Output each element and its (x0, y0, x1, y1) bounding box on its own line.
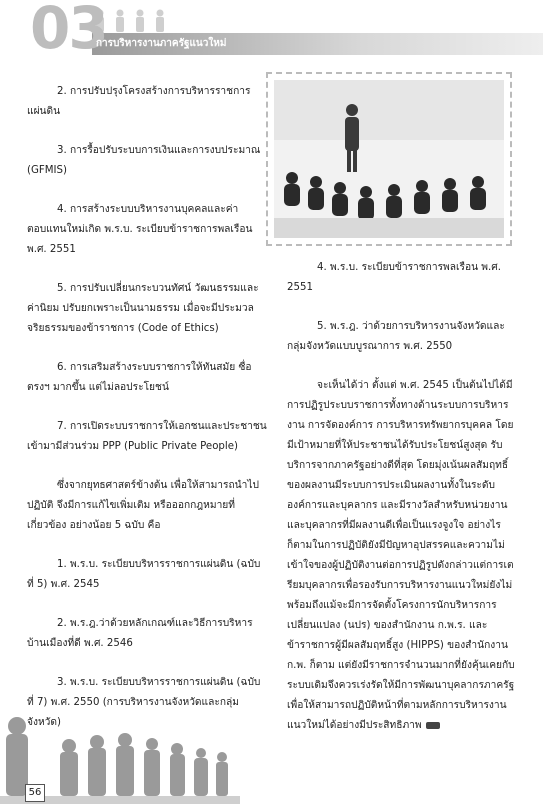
paragraph: 3. การรื้อปรับระบบการเงินและการงบประมาณ (GFMIS) (27, 145, 261, 176)
paragraph: 1. พ.ร.บ. ระเบียบบริหารราชการแผ่นดิน (ฉบับที่ 5) พ.ศ. 2545 (27, 559, 261, 590)
photo-frame (266, 72, 512, 246)
paragraph: จะเห็นได้ว่า ตั้งแต่ พ.ศ. 2545 เป็นต้นไปได้มีการปฏิรูประบบราชการทั้งทางด้านระบบการบริหารงาน การจัดองค์การ การบริหารทรัพยากรบุคคล โดยมีเป้าหมายที่ให้ประชาชนได้รับประโยชน์สูงสุด รับบริการจากภาครัฐอย่างดีที่สุด โดยมุ่งเน้นผลสัมฤทธิ์ของผลงานมีระบบการประเมินผลงานทั้งในระดับองค์การและบุคลากร และมีรางวัลสำหรับหน่วยงาน และบุคลากรที่มีผลงานดีเพื่อเป็นแรงจูงใจ อย่างไรก็ตามในการปฏิบัติยังมีปัญหาอุปสรรคและความไม่เข้าใจของผู้ปฏิบัติงานต่อการปฏิรูปดังกล่าวแต่การเตรียมบุคลากรเพื่อรองรับการบริหารงานแนวใหม่ยังไม่พร้อมถึงแม้จะมีการจัดตั้งโครงการนักบริหารการเปลี่ยนแปลง (นปร) ของสำนักงาน ก.พ.ร. และข้าราชการผู้มีผลสัมฤทธิ์สูง (HIPPS) ของสำนักงาน ก.พ. ก็ตาม แต่ยังมีราชการจำนวนมากที่ยังคุ้นเคยกับระบบเดิมจึงควรเร่งรัดให้มีการพัฒนาบุคลากรภาครัฐเพื่อให้สามารถปฏิบัติหน้าที่ตามหลักการบริหารงานแนวใหม่ได้อย่างมีประสิทธิภาพ (287, 380, 515, 731)
page-number: 56 (25, 784, 45, 802)
paragraph: 3. พ.ร.บ. ระเบียบบริหารราชการแผ่นดิน (ฉบับที่ 7) พ.ศ. 2550 (การบริหารงานจังหวัดและกลุ่มจังหวัด) (27, 677, 261, 728)
paragraph: 6. การเสริมสร้างระบบราชการให้ทันสมัย ซื่อตรงฯ มากขึ้น แต่ไม่ลอประโยชน์ (27, 362, 252, 393)
photo-illustration (274, 80, 504, 238)
paragraph: 7. การเปิดระบบราชการให้เอกชนและประชาชนเข้ามามีส่วนร่วม PPP (Public Private People) (27, 421, 267, 452)
chapter-number: 03 (30, 0, 107, 62)
paragraph: 2. การปรับปรุงโครงสร้างการบริหารราชการแผ่นดิน (27, 86, 251, 117)
paragraph: 5. พ.ร.ฎ. ว่าด้วยการบริหารงานจังหวัดและกลุ่มจังหวัดแบบบูรณาการ พ.ศ. 2550 (287, 321, 505, 352)
paragraph: 2. พ.ร.ฎ.ว่าด้วยหลักเกณฑ์และวิธีการบริหารบ้านเมืองที่ดี พ.ศ. 2546 (27, 618, 253, 649)
paragraph: 4. การสร้างระบบบริหารงานบุคคลและค่าตอบแทนใหม่เกิด พ.ร.บ. ระเบียบข้าราชการพลเรือน พ.ศ. 2551 (27, 204, 253, 255)
business-meeting-photo (274, 80, 504, 238)
chapter-title: การบริหารงานภาครัฐแนวใหม่ (96, 38, 227, 49)
left-column (27, 82, 267, 752)
paragraph: 4. พ.ร.บ. ระเบียบข้าราชการพลเรือน พ.ศ. 2551 (287, 262, 501, 293)
right-column (287, 258, 515, 755)
paragraph: 5. การปรับเปลี่ยนกระบวนทัศน์ วัฒนธรรมและค่านิยม ปรับยกเพราะเป็นนามธรรม เมื่อจะมีประมวลจริยธรรมของข้าราชการ (Code of Ethics) (27, 283, 259, 334)
page-header (0, 0, 543, 62)
paragraph: ซึ่งจากยุทธศาสตร์ข้างต้น เพื่อให้สามารถนำไปปฏิบัติ จึงมีการแก้ไขเพิ่มเติม หรือออกกฎหมายที่เกี่ยวข้อง อย่างน้อย 5 ฉบับ คือ (27, 480, 259, 531)
end-bullet-icon (426, 722, 440, 729)
